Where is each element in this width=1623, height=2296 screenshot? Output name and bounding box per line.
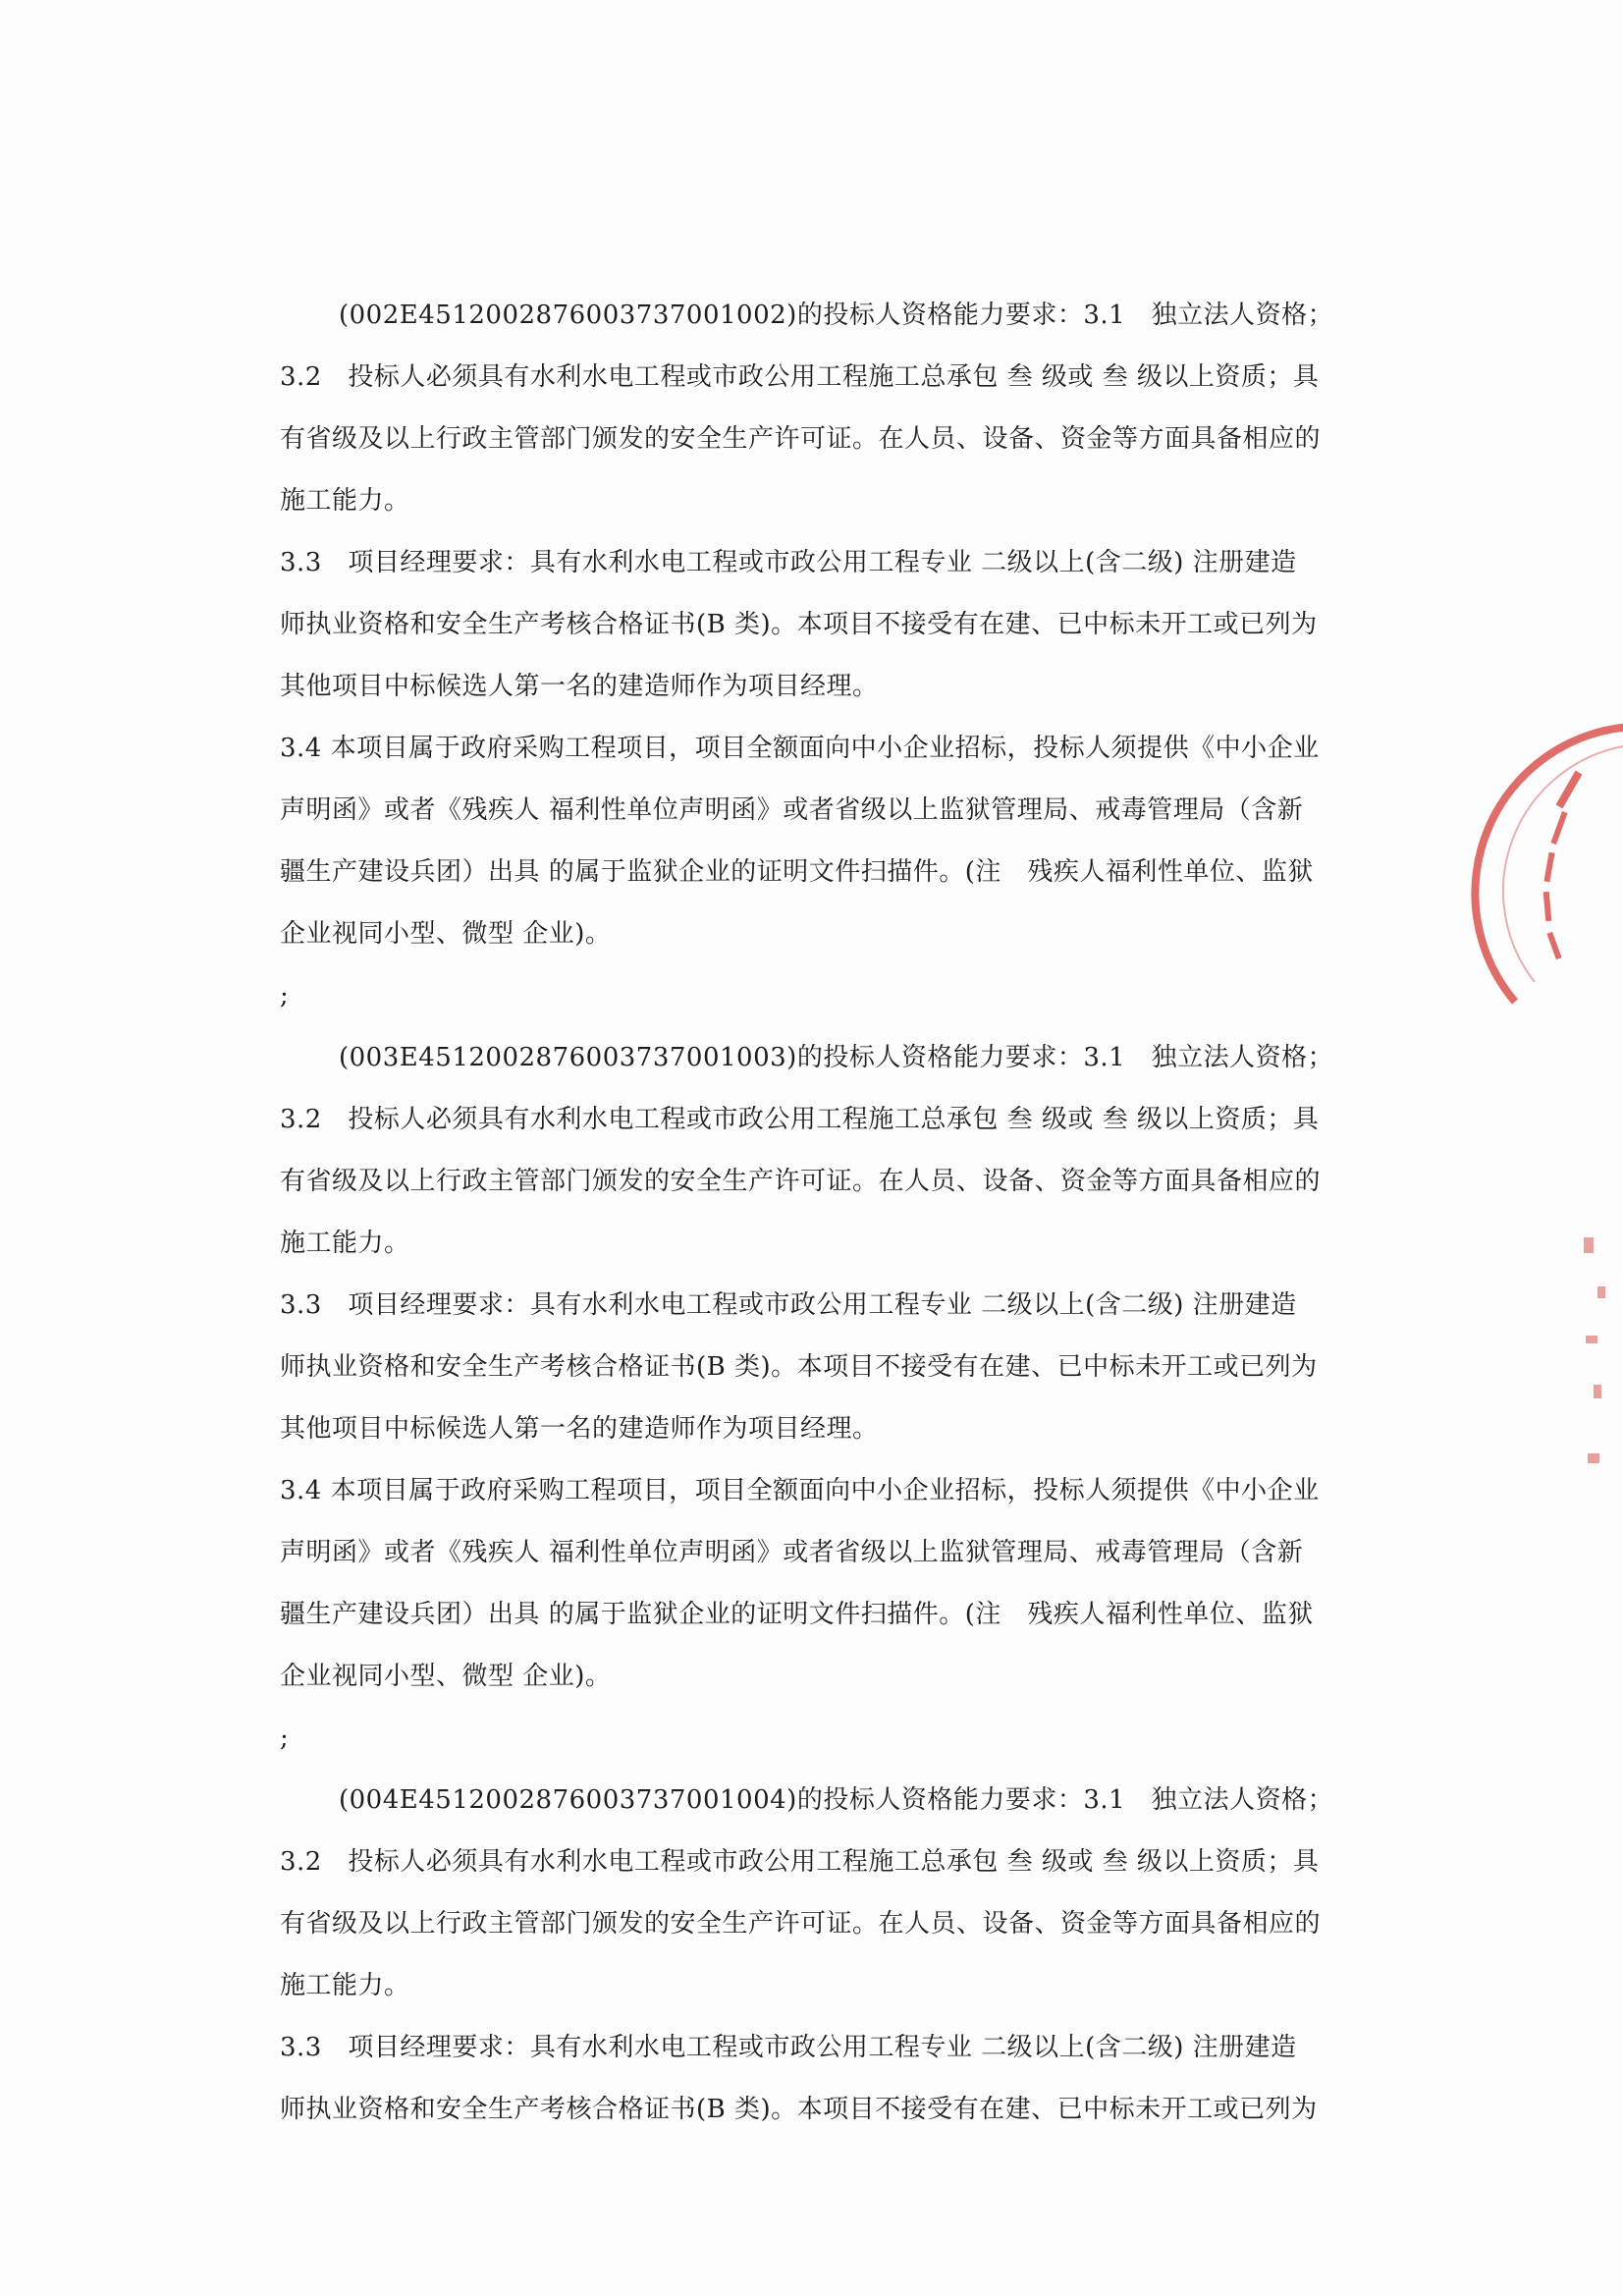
text-line: 有省级及以上行政主管部门颁发的安全生产许可证。在人员、设备、资金等方面具备相应的 [280,1909,1322,1939]
section-heading: (002E4512002876003737001002)的投标人资格能力要求：3.1 独立法人资格； [339,301,1334,330]
text-line: 3.2 投标人必须具有水利水电工程或市政公用工程施工总承包 叁 级或 叁 级以上资质；具 [280,362,1320,392]
section-separator: ; [280,1723,289,1753]
requirement-section-002 [280,285,1370,1027]
text-line: 3.4 本项目属于政府采购工程项目，项目全额面向中小企业招标，投标人须提供《中小企业 [280,1476,1320,1505]
text-line: 3.3 项目经理要求：具有水利水电工程或市政公用工程专业 二级以上(含二级) 注册建造 [280,548,1297,577]
text-line: 企业视同小型、微型 企业)。 [280,1662,612,1691]
text-line: 声明函》或者《残疾人 福利性单位声明函》或者省级以上监狱管理局、戒毒管理局（含新 [280,1538,1304,1567]
text-line: 疆生产建设兵团）出具 的属于监狱企业的证明文件扫描件。(注 残疾人福利性单位、监狱 [280,857,1314,887]
text-line: 3.2 投标人必须具有水利水电工程或市政公用工程施工总承包 叁 级或 叁 级以上资质；具 [280,1105,1320,1134]
requirement-section-003 [280,1027,1370,1770]
seal-edge-fragment [1564,1228,1623,1503]
text-line: 师执业资格和安全生产考核合格证书(B 类)。本项目不接受有在建、已中标未开工或已列为 [280,1352,1318,1382]
text-line: 3.3 项目经理要求：具有水利水电工程或市政公用工程专业 二级以上(含二级) 注册建造 [280,1290,1297,1320]
text-line: 企业视同小型、微型 企业)。 [280,919,612,949]
text-line: 疆生产建设兵团）出具 的属于监狱企业的证明文件扫描件。(注 残疾人福利性单位、监狱 [280,1600,1314,1629]
text-line: 其他项目中标候选人第一名的建造师作为项目经理。 [280,1414,879,1444]
section-heading: (004E4512002876003737001004)的投标人资格能力要求：3.1 独立法人资格； [339,1785,1334,1815]
text-line: 师执业资格和安全生产考核合格证书(B 类)。本项目不接受有在建、已中标未开工或已列为 [280,2095,1318,2124]
section-heading: (003E4512002876003737001003)的投标人资格能力要求：3.1 独立法人资格； [339,1043,1334,1072]
text-line: 3.2 投标人必须具有水利水电工程或市政公用工程施工总承包 叁 级或 叁 级以上资质；具 [280,1847,1320,1877]
red-seal-stamp [1456,707,1623,1061]
section-separator: ; [280,981,289,1011]
text-line: 3.4 本项目属于政府采购工程项目，项目全额面向中小企业招标，投标人须提供《中小企业 [280,734,1320,763]
document-body [280,285,1370,2141]
text-line: 有省级及以上行政主管部门颁发的安全生产许可证。在人员、设备、资金等方面具备相应的 [280,1167,1322,1196]
text-line: 师执业资格和安全生产考核合格证书(B 类)。本项目不接受有在建、已中标未开工或已列为 [280,610,1318,639]
requirement-section-004 [280,1770,1370,2141]
text-line: 施工能力。 [280,1971,410,2000]
text-line: 其他项目中标候选人第一名的建造师作为项目经理。 [280,672,879,701]
text-line: 声明函》或者《残疾人 福利性单位声明函》或者省级以上监狱管理局、戒毒管理局（含新 [280,795,1304,825]
text-line: 施工能力。 [280,486,410,516]
text-line: 施工能力。 [280,1229,410,1258]
text-line: 3.3 项目经理要求：具有水利水电工程或市政公用工程专业 二级以上(含二级) 注册建造 [280,2033,1297,2062]
text-line: 有省级及以上行政主管部门颁发的安全生产许可证。在人员、设备、资金等方面具备相应的 [280,424,1322,454]
